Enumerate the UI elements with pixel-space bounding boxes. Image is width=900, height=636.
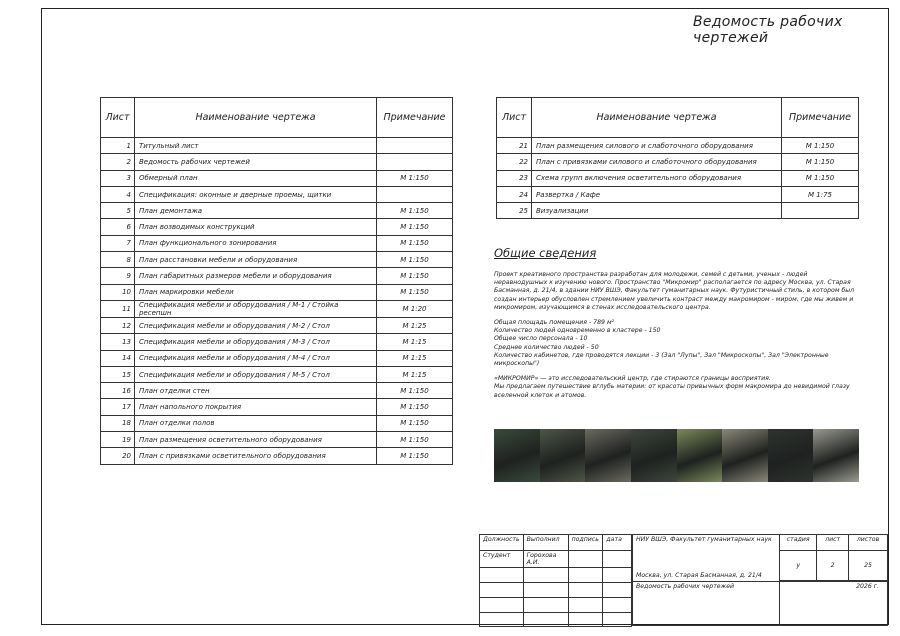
stamp-header-sheet: лист: [817, 535, 849, 551]
drawings-table-left: [100, 97, 453, 465]
table-row: [101, 432, 453, 448]
table-row: [101, 366, 453, 382]
stamp-cell: [568, 551, 603, 568]
drawing-note: М 1:150: [377, 399, 453, 415]
project-description: [494, 271, 862, 400]
stamp-org: НИУ ВШЭ, Факультет гуманитарных наук: [636, 536, 772, 543]
stamp-cell: [568, 583, 603, 598]
sheet-number: 13: [101, 334, 135, 350]
stamp-cell: [523, 568, 568, 583]
average-line: Среднее количество людей - 50: [494, 343, 599, 351]
sheet-number: 4: [101, 186, 135, 202]
table-row: [497, 154, 859, 170]
general-info-heading: Общие сведения: [494, 246, 597, 260]
sheet-number: 18: [101, 415, 135, 431]
column-header-note: Примечание: [782, 98, 859, 138]
table-row: [101, 268, 453, 284]
sheet-number: 19: [101, 432, 135, 448]
drawing-note: М 1:150: [377, 432, 453, 448]
drawing-note: М 1:150: [782, 170, 859, 186]
drawing-name: Спецификация мебели и оборудования / М-1 / Стойка ресепшн: [134, 300, 376, 317]
drawing-note: М 1:150: [377, 203, 453, 219]
visualization-image: [768, 429, 814, 482]
stamp-year: 2026 г.: [780, 582, 888, 626]
visualization-image: [631, 429, 677, 482]
drawing-note: М 1:150: [377, 252, 453, 268]
table-row: [101, 252, 453, 268]
drawing-name: Развертка / Кафе: [531, 186, 781, 202]
sheet-number: 14: [101, 350, 135, 366]
stamp-cell: [603, 598, 632, 613]
table-row: [101, 334, 453, 350]
column-header-name: Наименование чертежа: [134, 98, 376, 138]
stamp-sheet: 2: [817, 551, 849, 581]
drawing-name: План с привязками осветительного оборудования: [134, 448, 376, 464]
drawing-note: М 1:150: [377, 383, 453, 399]
column-header-sheet: Лист: [101, 98, 135, 138]
drawing-note: М 1:25: [377, 317, 453, 333]
drawing-name: План возводимых конструкций: [134, 219, 376, 235]
drawing-name: План демонтажа: [134, 203, 376, 219]
drawing-note: М 1:150: [377, 235, 453, 251]
sheet-number: 8: [101, 252, 135, 268]
drawing-name: План размещения силового и слаботочного оборудования: [531, 138, 781, 154]
drawing-name: Обмерный план: [134, 170, 376, 186]
stamp-info: [632, 534, 888, 626]
table-row: [101, 350, 453, 366]
drawing-name: Спецификация мебели и оборудования / М-3 / Стол: [134, 334, 376, 350]
drawing-note: [782, 203, 859, 219]
concept-line: «МИКРОМИР» — это исследовательский центр, где стираются границы восприятия.: [494, 375, 771, 383]
stamp-stage: у: [780, 551, 817, 581]
sheet-number: 7: [101, 235, 135, 251]
drawing-note: М 1:150: [377, 284, 453, 300]
column-header-sheet: Лист: [497, 98, 532, 138]
sheet-number: 22: [497, 154, 532, 170]
table-row: [497, 138, 859, 154]
table-row: [101, 154, 453, 170]
drawing-note: М 1:150: [377, 415, 453, 431]
visualization-image: [494, 429, 540, 482]
sheet-number: 6: [101, 219, 135, 235]
stamp-header-sheets: листов: [849, 535, 888, 551]
drawing-name: План маркировки мебели: [134, 284, 376, 300]
people-line: Количество людей одновременно в кластере - 150: [494, 327, 661, 335]
drawing-note: М 1:150: [782, 154, 859, 170]
stamp-cell: [523, 598, 568, 613]
stamp-cell: [568, 598, 603, 613]
visualization-image: [722, 429, 768, 482]
drawing-note: М 1:15: [377, 350, 453, 366]
sheet-number: 11: [101, 300, 135, 317]
drawing-note: М 1:15: [377, 334, 453, 350]
drawing-name: План отделки полов: [134, 415, 376, 431]
stamp-cell: [480, 598, 524, 613]
drawings-table-right: [496, 97, 859, 219]
table-row: [101, 415, 453, 431]
table-row: [101, 300, 453, 317]
sheet-number: 16: [101, 383, 135, 399]
sheet-number: 15: [101, 366, 135, 382]
column-header-note: Примечание: [377, 98, 453, 138]
stamp-sheets: 25: [849, 551, 888, 581]
table-row: [101, 203, 453, 219]
drawing-note: [377, 186, 453, 202]
table-row: [497, 170, 859, 186]
stamp-cell: [480, 568, 524, 583]
table-row: [101, 138, 453, 154]
sheet-number: 24: [497, 186, 532, 202]
drawing-note: М 1:15: [377, 366, 453, 382]
stamp-cell: [603, 583, 632, 598]
drawing-name: План отделки стен: [134, 383, 376, 399]
area-line: Общая площадь помещения - 789 м²: [494, 319, 615, 327]
stamp-address: Москва, ул. Старая Басманная, д. 21/4: [636, 572, 762, 579]
stamp-header-date: дата: [603, 535, 632, 551]
staff-line: Общее число персонала - 10: [494, 335, 588, 343]
visualization-image: [677, 429, 723, 482]
stamp-signatures: [479, 534, 632, 627]
drawing-note: [377, 138, 453, 154]
sheet-number: 21: [497, 138, 532, 154]
sheet-number: 20: [101, 448, 135, 464]
drawing-name: План расстановки мебели и оборудования: [134, 252, 376, 268]
stamp-cell: [603, 613, 632, 627]
visualization-image: [813, 429, 859, 482]
stamp-doc-title: Ведомость рабочих чертежей: [633, 582, 780, 626]
drawing-name: Схема групп включения осветительного оборудования: [531, 170, 781, 186]
stamp-cell: [568, 613, 603, 627]
table-row: [101, 284, 453, 300]
drawing-name: Спецификация мебели и оборудования / М-5 / Стол: [134, 366, 376, 382]
column-header-name: Наименование чертежа: [531, 98, 781, 138]
stamp-cell: [480, 583, 524, 598]
drawing-name: Ведомость рабочих чертежей: [134, 154, 376, 170]
drawing-name: План габаритных размеров мебели и оборудования: [134, 268, 376, 284]
drawing-name: Титульный лист: [134, 138, 376, 154]
sheet-number: 12: [101, 317, 135, 333]
drawing-name: План размещения осветительного оборудования: [134, 432, 376, 448]
drawing-note: [377, 154, 453, 170]
rooms-line: Количество кабинетов, где проводятся лекции - 3 (Зал "Лупы", Зал "Микроскопы", Зал "Электронные микроскопы"): [494, 351, 829, 368]
drawing-note: М 1:150: [377, 448, 453, 464]
table-row: [101, 399, 453, 415]
sheet-number: 5: [101, 203, 135, 219]
drawing-name: Спецификация мебели и оборудования / М-2 / Стол: [134, 317, 376, 333]
sheet-number: 10: [101, 284, 135, 300]
visualization-image: [540, 429, 586, 482]
drawing-note: М 1:150: [377, 268, 453, 284]
drawing-name: Визуализации: [531, 203, 781, 219]
table-row: [101, 170, 453, 186]
stamp-cell: [568, 568, 603, 583]
drawing-name: План функционального зонирования: [134, 235, 376, 251]
drawing-name: Спецификация мебели и оборудования / М-4 / Стол: [134, 350, 376, 366]
sheet-number: 23: [497, 170, 532, 186]
stamp-cell: [523, 613, 568, 627]
sheet-number: 3: [101, 170, 135, 186]
drawing-name: Спецификация: оконные и дверные проемы, щитки: [134, 186, 376, 202]
stamp-header-sign: подпись: [568, 535, 603, 551]
sheet-number: 25: [497, 203, 532, 219]
stamp-cell: [523, 583, 568, 598]
stamp-author: Горохова А.И.: [523, 551, 568, 568]
drawing-note: М 1:75: [782, 186, 859, 202]
table-row: [497, 203, 859, 219]
sheet-number: 2: [101, 154, 135, 170]
drawing-name: План с привязками силового и слаботочного оборудования: [531, 154, 781, 170]
drawing-note: М 1:150: [377, 219, 453, 235]
table-row: [101, 448, 453, 464]
table-row: [101, 383, 453, 399]
drawing-name: План напольного покрытия: [134, 399, 376, 415]
drawing-note: М 1:150: [782, 138, 859, 154]
concept-line-2: Мы предлагаем путешествие вглубь материи: от красоты привычных форм макромира до невидимой глазу вселенной клеток и атомов.: [494, 383, 850, 399]
sheet-number: 9: [101, 268, 135, 284]
description-paragraph: Проект креативного пространства разработан для молодежи, семей с детьми, ученых - людей неравнодушных к изучению нового. Пространство "Микромир" располагается по адресу Москва, ул. Старая Басманная, д. 21/4, в здании НИУ ВШЭ, Факультет гуманитарных наук. Футуристичный стиль, в котором был создан интерьер обусловлен стремлением увеличить контраст между макромиром - миром, где мы живем и микромиром, изучающимся в стенах исследовательского центра.: [494, 271, 855, 311]
sheet-title: Ведомость рабочих чертежей: [693, 14, 843, 46]
stamp-header-stage: стадия: [780, 535, 817, 551]
stamp-header-position: Должность: [480, 535, 524, 551]
drawing-note: М 1:20: [377, 300, 453, 317]
sheet-number: 17: [101, 399, 135, 415]
stamp-cell: [603, 551, 632, 568]
visualization-images: [494, 429, 859, 482]
table-row: [101, 235, 453, 251]
drawing-note: М 1:150: [377, 170, 453, 186]
table-row: [497, 186, 859, 202]
table-row: [101, 186, 453, 202]
visualization-image: [585, 429, 631, 482]
table-row: [101, 219, 453, 235]
sheet-number: 1: [101, 138, 135, 154]
stamp-org-cell: [633, 535, 780, 582]
stamp-header-done: Выполнил: [523, 535, 568, 551]
stamp-position: Студент: [480, 551, 524, 568]
stamp-cell: [603, 568, 632, 583]
stamp-cell: [480, 613, 524, 627]
table-row: [101, 317, 453, 333]
